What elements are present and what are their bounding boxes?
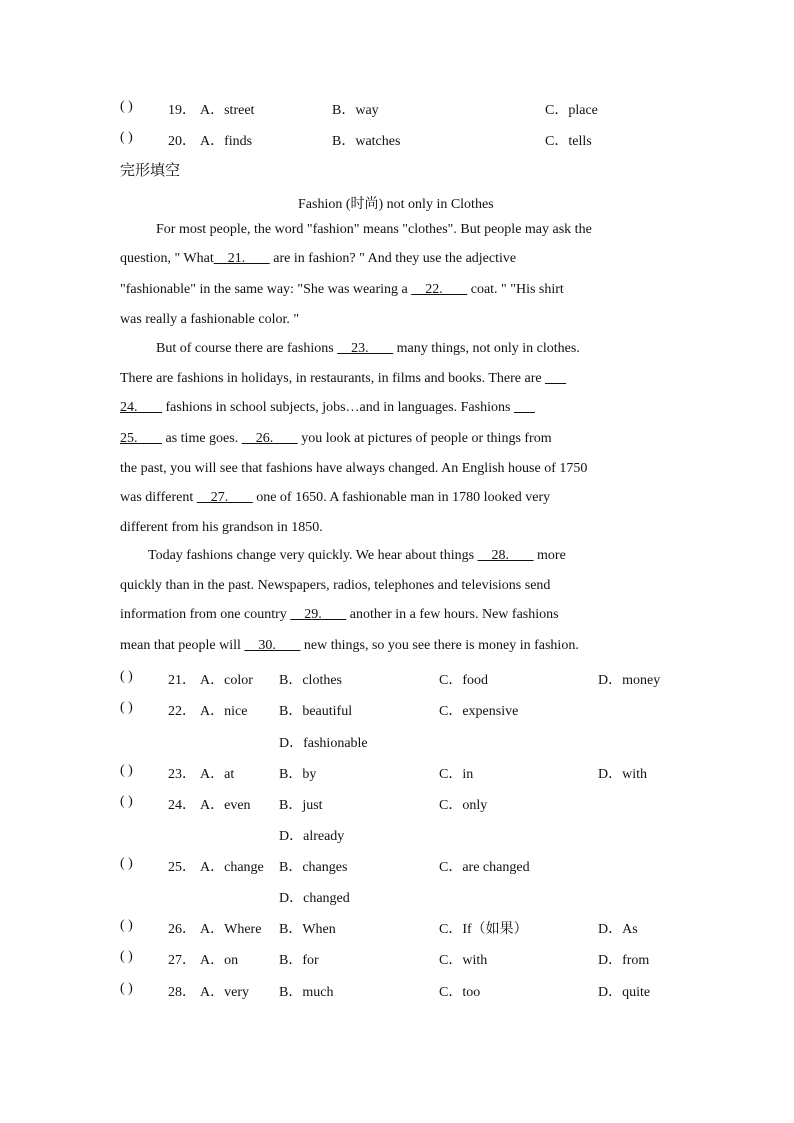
passage-line: question, " What 21. are in fashion? " And they use the adjective: [120, 251, 517, 266]
option-c[interactable]: C．only: [439, 798, 488, 813]
option-b[interactable]: B．just: [279, 798, 323, 813]
blank-22[interactable]: 22.: [411, 282, 468, 297]
option-c[interactable]: C．with: [439, 953, 488, 968]
question-number: 24．: [168, 798, 196, 813]
answer-bracket[interactable]: ( ): [120, 856, 133, 871]
passage-line: was different 27. one of 1650. A fashionable man in 1780 looked very: [120, 490, 551, 505]
option-b[interactable]: B．beautiful: [279, 704, 353, 719]
blank-26[interactable]: 26.: [241, 431, 298, 446]
passage-line: quickly than in the past. Newspapers, radios, telephones and televisions send: [120, 578, 551, 593]
option-d[interactable]: D．with: [598, 767, 647, 782]
option-c[interactable]: C．food: [439, 673, 488, 688]
option-d[interactable]: D．already: [279, 829, 345, 844]
blank-23[interactable]: 23.: [337, 341, 394, 356]
question-number: 21．: [168, 673, 196, 688]
option-b[interactable]: B．watches: [332, 134, 401, 149]
answer-bracket[interactable]: ( ): [120, 918, 133, 933]
blank-28[interactable]: 28.: [477, 548, 534, 563]
option-b[interactable]: B．changes: [279, 860, 348, 875]
option-a[interactable]: A．nice: [200, 704, 248, 719]
option-c[interactable]: C．are changed: [439, 860, 530, 875]
question-number: 28．: [168, 985, 196, 1000]
option-a[interactable]: A．color: [200, 673, 253, 688]
option-a[interactable]: A．change: [200, 860, 264, 875]
option-a[interactable]: A．on: [200, 953, 239, 968]
section-heading: 完形填空: [120, 161, 181, 179]
option-d[interactable]: D．money: [598, 673, 661, 688]
answer-bracket[interactable]: ( ): [120, 130, 133, 145]
question-number: 25．: [168, 860, 196, 875]
option-a[interactable]: A．at: [200, 767, 235, 782]
question-number: 27．: [168, 953, 196, 968]
passage-line: There are fashions in holidays, in restaurants, in films and books. There are: [120, 371, 566, 387]
option-c[interactable]: C．tells: [545, 134, 592, 149]
answer-bracket[interactable]: ( ): [120, 763, 133, 778]
passage-line: For most people, the word "fashion" means "clothes". But people may ask the: [156, 222, 592, 237]
passage-title: Fashion (时尚) not only in Clothes: [298, 197, 494, 212]
blank-30[interactable]: 30.: [244, 638, 301, 653]
option-c[interactable]: C．in: [439, 767, 474, 782]
passage-line: different from his grandson in 1850.: [120, 520, 323, 535]
option-c[interactable]: C．expensive: [439, 704, 519, 719]
blank-25[interactable]: 25.: [120, 431, 162, 446]
passage-line: mean that people will 30. new things, so you see there is money in fashion.: [120, 638, 579, 653]
option-c[interactable]: C．too: [439, 985, 481, 1000]
answer-bracket[interactable]: ( ): [120, 794, 133, 809]
option-d[interactable]: D．As: [598, 922, 638, 937]
option-d[interactable]: D．changed: [279, 891, 350, 906]
passage-line: Today fashions change very quickly. We hear about things 28. more: [148, 548, 566, 563]
question-number: 20．: [168, 134, 196, 149]
blank-24[interactable]: 24.: [120, 400, 162, 415]
answer-bracket[interactable]: ( ): [120, 700, 133, 715]
option-c[interactable]: C．place: [545, 103, 598, 118]
passage-line: information from one country 29. another in a few hours. New fashions: [120, 607, 559, 622]
answer-bracket[interactable]: ( ): [120, 949, 133, 964]
answer-bracket[interactable]: ( ): [120, 669, 133, 684]
option-a[interactable]: A．finds: [200, 134, 253, 149]
option-c[interactable]: C．If（如果）: [439, 922, 528, 937]
option-a[interactable]: A．street: [200, 103, 255, 118]
answer-bracket[interactable]: ( ): [120, 981, 133, 996]
blank-25-start[interactable]: [514, 400, 535, 415]
passage-line: was really a fashionable color. ": [120, 312, 300, 327]
question-number: 23．: [168, 767, 196, 782]
option-b[interactable]: B．by: [279, 767, 317, 782]
passage-line: 25. as time goes. 26. you look at pictures of people or things from: [120, 431, 552, 446]
option-b[interactable]: B．clothes: [279, 673, 342, 688]
blank-21[interactable]: 21.: [213, 251, 270, 266]
option-d[interactable]: D．quite: [598, 985, 651, 1000]
option-a[interactable]: A．even: [200, 798, 251, 813]
blank-29[interactable]: 29.: [290, 607, 347, 622]
option-b[interactable]: B．way: [332, 103, 379, 118]
passage-line: "fashionable" in the same way: "She was wearing a 22. coat. " "His shirt: [120, 282, 564, 297]
blank-24-start[interactable]: [545, 371, 566, 386]
passage-line: 24. fashions in school subjects, jobs…and in languages. Fashions: [120, 400, 535, 416]
answer-bracket[interactable]: ( ): [120, 99, 133, 114]
passage-line: the past, you will see that fashions have always changed. An English house of 1750: [120, 461, 588, 476]
question-number: 26．: [168, 922, 196, 937]
blank-27[interactable]: 27.: [196, 490, 253, 505]
option-d[interactable]: D．from: [598, 953, 650, 968]
option-b[interactable]: B．much: [279, 985, 334, 1000]
question-number: 19．: [168, 103, 196, 118]
passage-line: But of course there are fashions 23. many things, not only in clothes.: [156, 341, 580, 356]
option-b[interactable]: B．for: [279, 953, 319, 968]
option-b[interactable]: B．When: [279, 922, 336, 937]
option-a[interactable]: A．very: [200, 985, 249, 1000]
option-a[interactable]: A．Where: [200, 922, 262, 937]
question-number: 22．: [168, 704, 196, 719]
option-d[interactable]: D．fashionable: [279, 736, 368, 751]
